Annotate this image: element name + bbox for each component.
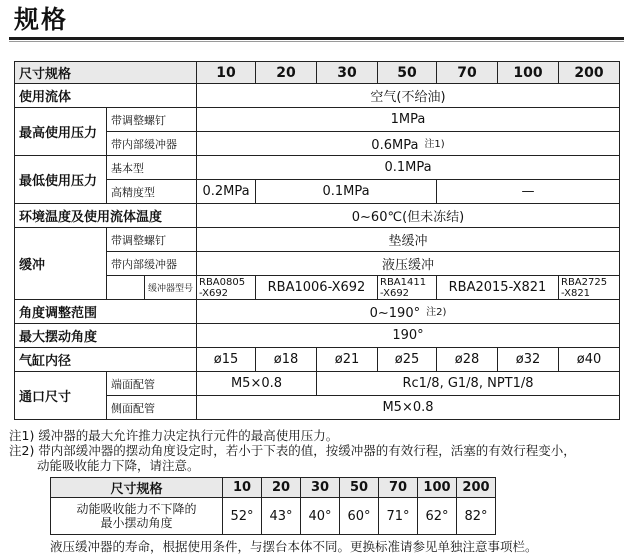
bore-value: ø18 <box>256 348 317 372</box>
size-col: 50 <box>378 62 437 84</box>
title-divider <box>9 37 624 40</box>
temperature-label: 环境温度及使用流体温度 <box>15 204 197 228</box>
note-2-cont: 动能吸收能力下降，请注意。 <box>37 458 200 473</box>
bore-value: ø15 <box>197 348 256 372</box>
max-angle-value: 190° <box>197 324 620 348</box>
min-pressure-hp-value: 0.1MPa <box>256 180 437 204</box>
cushion-adj-value: 垫缓冲 <box>197 228 620 252</box>
angle-size: 50 <box>340 478 379 498</box>
angle-value: 62° <box>418 498 457 535</box>
port-end-label: 端面配管 <box>107 372 197 396</box>
max-pressure-cush-cell <box>197 132 620 156</box>
angle-row-label-line: 动能吸收能力不下降的 <box>76 502 197 516</box>
angle-value-row <box>51 498 496 535</box>
temperature-row <box>15 204 620 228</box>
port-side-value: M5×0.8 <box>197 396 620 420</box>
max-pressure-adj-value: 1MPa <box>197 108 620 132</box>
max-pressure-cush-value: 0.6MPa <box>371 137 419 153</box>
angle-header-label: 尺寸规格 <box>51 478 223 498</box>
bore-value: ø40 <box>559 348 620 372</box>
angle-header-row <box>51 478 496 498</box>
footer-note: 液压缓冲器的寿命，根据使用条件，与摆台本体不同。更换标准请参见单独注意事项栏。 <box>50 539 538 554</box>
max-pressure-adj-label: 带调整螺钉 <box>107 108 197 132</box>
bore-value: ø28 <box>437 348 498 372</box>
bore-label: 气缸内径 <box>15 348 197 372</box>
cushion-label: 缓冲 <box>15 228 107 300</box>
note-ref: 注1) <box>424 138 445 150</box>
min-pressure-label: 最低使用压力 <box>15 156 107 204</box>
size-col: 70 <box>437 62 498 84</box>
angle-value: 82° <box>457 498 496 535</box>
cushion-int-value: 液压缓冲 <box>197 252 620 276</box>
cushion-int-label: 带内部缓冲器 <box>107 252 197 276</box>
cushion-adj-label: 带调整螺钉 <box>107 228 197 252</box>
port-end-value: M5×0.8 <box>197 372 317 396</box>
size-col: 100 <box>498 62 559 84</box>
min-pressure-hp-value: 0.2MPa <box>197 180 256 204</box>
port-side-label: 侧面配管 <box>107 396 197 420</box>
angle-size: 100 <box>418 478 457 498</box>
size-header-row <box>15 62 620 84</box>
min-pressure-basic-label: 基本型 <box>107 156 197 180</box>
max-pressure-label: 最高使用压力 <box>15 108 107 156</box>
bore-row <box>15 348 620 372</box>
size-header-label: 尺寸规格 <box>15 62 197 84</box>
min-pressure-hp-value: — <box>437 180 620 204</box>
angle-value: 60° <box>340 498 379 535</box>
page-title: 规格 <box>14 5 69 34</box>
angle-value: 43° <box>262 498 301 535</box>
size-col: 30 <box>317 62 378 84</box>
cushion-model: RBA1006-X692 <box>256 276 378 300</box>
cushion-row-adj <box>15 228 620 252</box>
bore-value: ø32 <box>498 348 559 372</box>
angle-size: 200 <box>457 478 496 498</box>
temperature-value: 0~60℃(但未冻结) <box>197 204 620 228</box>
cushion-model: RBA2015-X821 <box>437 276 559 300</box>
size-col: 200 <box>559 62 620 84</box>
size-col: 10 <box>197 62 256 84</box>
min-pressure-basic-value: 0.1MPa <box>197 156 620 180</box>
note-2: 注2) 带内部缓冲器的摆动角度设定时，若小于下表的值，按缓冲器的有效行程，活塞的有效行程变小， <box>9 443 576 458</box>
min-pressure-row-basic <box>15 156 620 180</box>
angle-range-value: 0~190° <box>369 305 421 321</box>
fluid-row <box>15 84 620 108</box>
note-1: 注1) 缓冲器的最大允许推力决定执行元件的最高使用压力。 <box>9 428 339 443</box>
cushion-model: RBA0805 -X692 <box>197 276 256 300</box>
bore-value: ø21 <box>317 348 378 372</box>
title-divider-thin <box>9 41 624 42</box>
blank-cell <box>107 276 145 300</box>
bore-value: ø25 <box>378 348 437 372</box>
angle-value: 40° <box>301 498 340 535</box>
port-row-end <box>15 372 620 396</box>
max-pressure-cush-label: 带内部缓冲器 <box>107 132 197 156</box>
angle-row-label <box>51 498 223 535</box>
port-end-value: Rc1/8, G1/8, NPT1/8 <box>317 372 620 396</box>
angle-size: 30 <box>301 478 340 498</box>
min-angle-table <box>50 477 496 535</box>
max-angle-label: 最大摆动角度 <box>15 324 197 348</box>
angle-value: 52° <box>223 498 262 535</box>
cushion-model: RBA1411 -X692 <box>378 276 437 300</box>
angle-size: 70 <box>379 478 418 498</box>
size-col: 20 <box>256 62 317 84</box>
cushion-model: RBA2725 -X821 <box>559 276 620 300</box>
fluid-value: 空气(不给油) <box>197 84 620 108</box>
angle-size: 10 <box>223 478 262 498</box>
fluid-label: 使用流体 <box>15 84 197 108</box>
notes-block <box>9 428 576 473</box>
note-ref: 注2) <box>426 306 447 318</box>
spec-table <box>14 61 620 420</box>
max-pressure-row-adj <box>15 108 620 132</box>
angle-value: 71° <box>379 498 418 535</box>
port-label: 通口尺寸 <box>15 372 107 420</box>
angle-range-row <box>15 300 620 324</box>
cushion-model-label: 缓冲器型号 <box>145 276 197 300</box>
min-pressure-hp-label: 高精度型 <box>107 180 197 204</box>
angle-row-label-line: 最小摆动角度 <box>100 516 173 530</box>
angle-size: 20 <box>262 478 301 498</box>
angle-range-cell <box>197 300 620 324</box>
angle-range-label: 角度调整范围 <box>15 300 197 324</box>
max-angle-row <box>15 324 620 348</box>
